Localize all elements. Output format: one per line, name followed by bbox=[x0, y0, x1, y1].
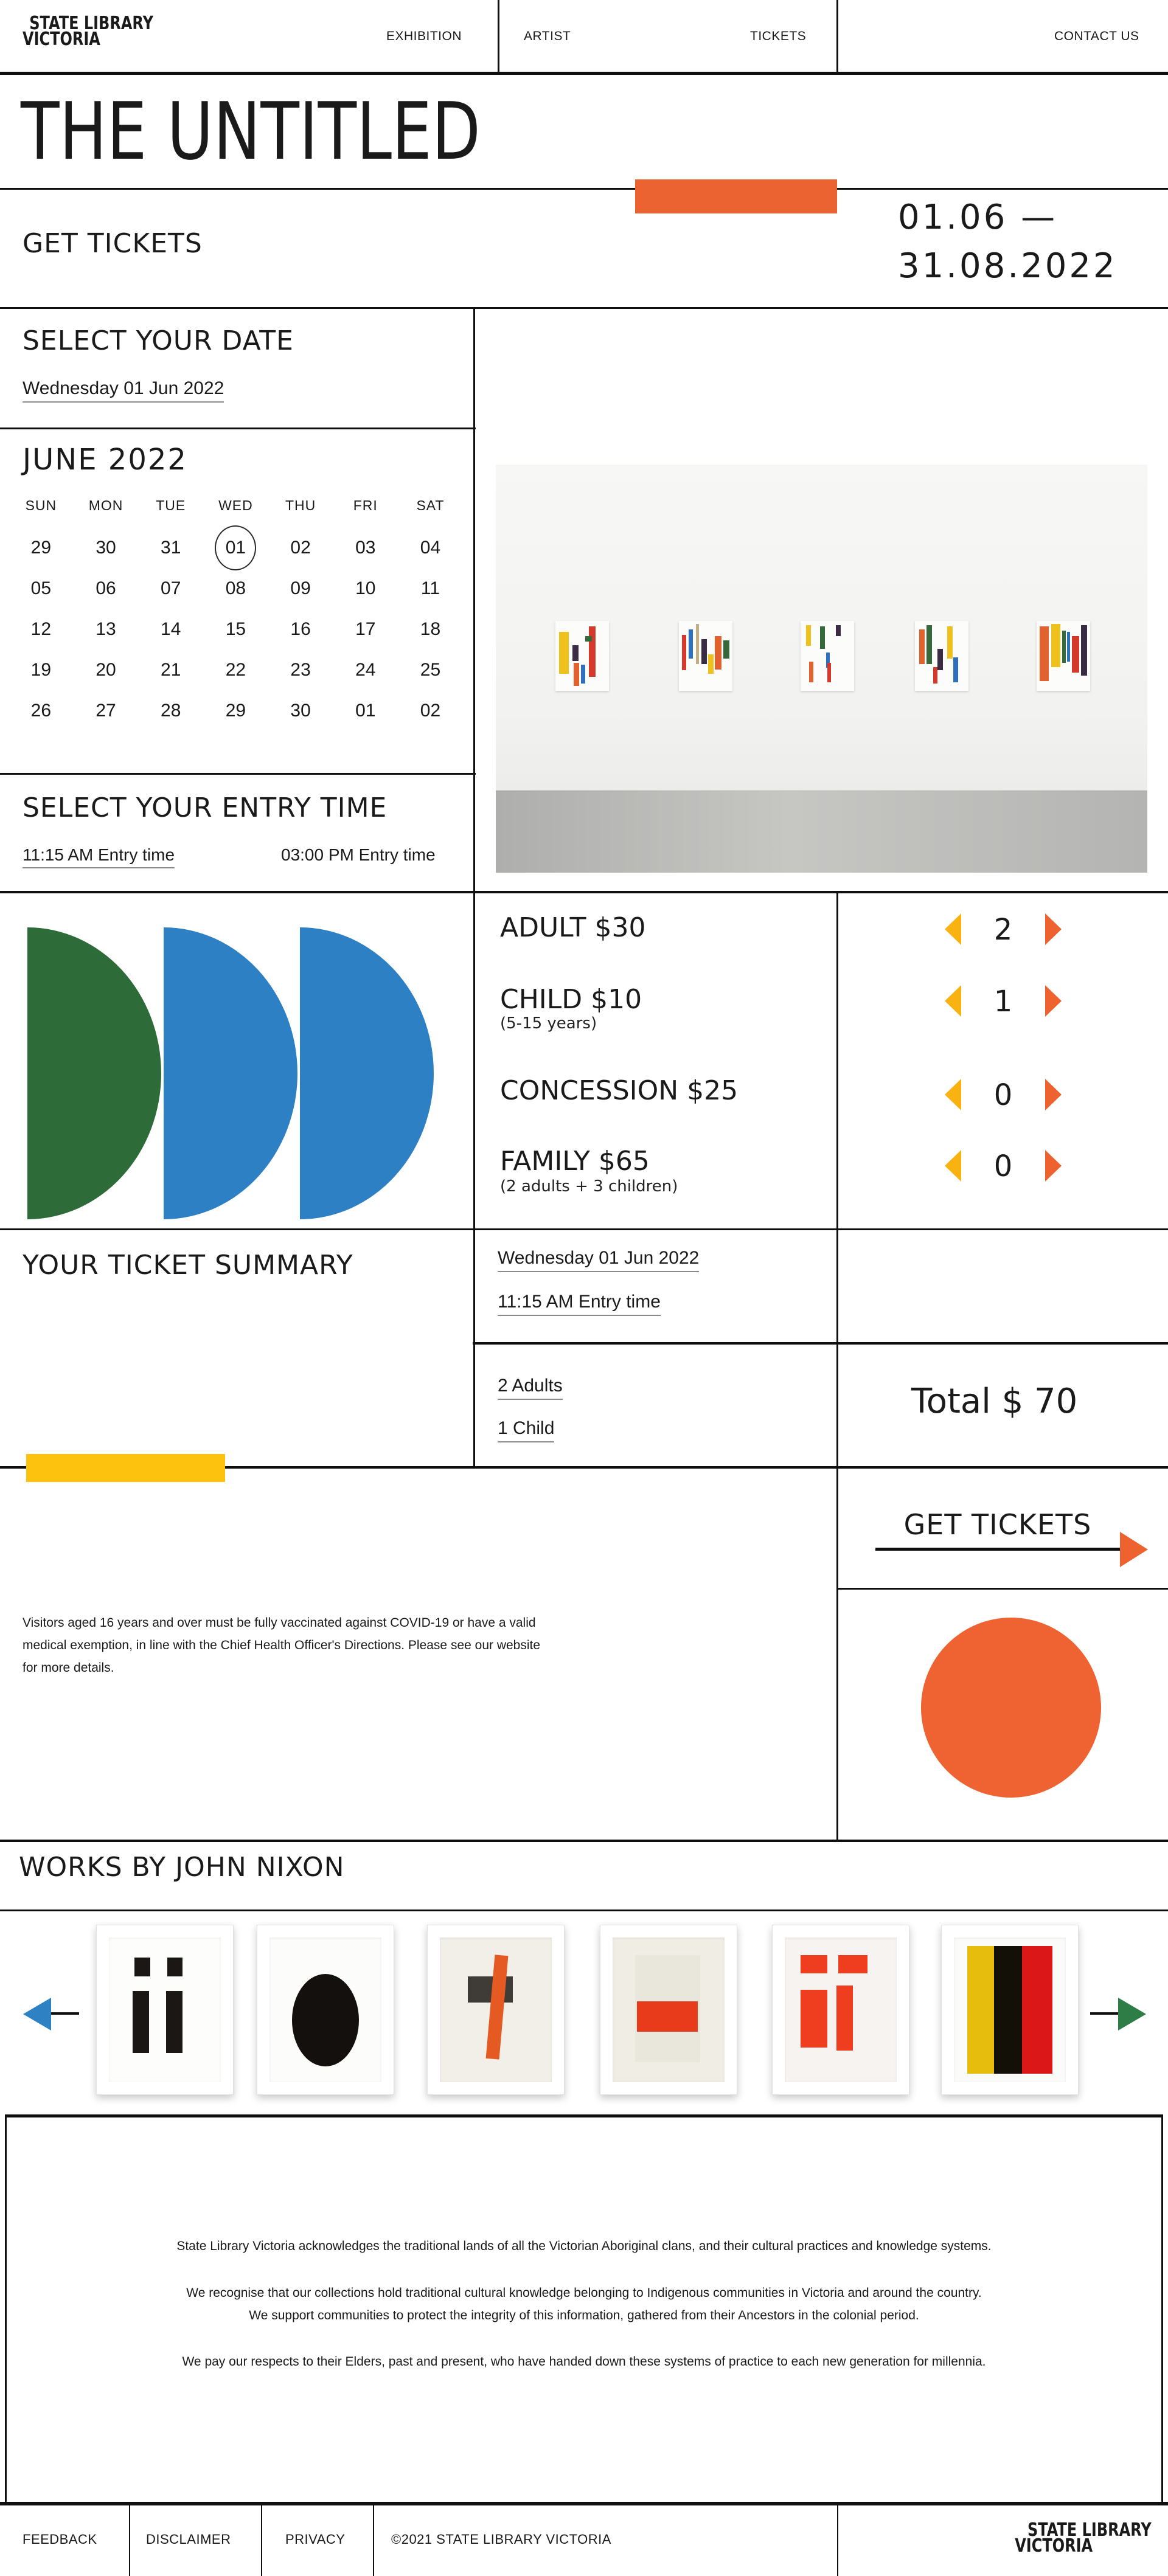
footer-feedback-link[interactable]: FEEDBACK bbox=[23, 2532, 97, 2547]
increment-family-button[interactable] bbox=[1045, 1150, 1062, 1182]
artwork-bar bbox=[1081, 625, 1087, 676]
footer-disclaimer-link[interactable]: DISCLAIMER bbox=[146, 2532, 231, 2547]
artwork-bar bbox=[806, 625, 811, 646]
artwork-bar bbox=[1051, 624, 1060, 667]
footer-logo bbox=[1013, 2519, 1152, 2557]
gallery-panel bbox=[801, 621, 854, 691]
footer-divider bbox=[0, 2502, 1168, 2505]
nav-tickets[interactable]: TICKETS bbox=[750, 29, 807, 43]
artwork-bar bbox=[485, 1955, 508, 2060]
calendar-day[interactable]: 18 bbox=[420, 618, 441, 639]
stepper-family bbox=[945, 1149, 1062, 1182]
divider bbox=[0, 307, 1168, 309]
calendar-day[interactable]: 17 bbox=[355, 618, 376, 639]
yellow-accent-bar bbox=[26, 1454, 225, 1482]
carousel-prev-line bbox=[51, 2012, 79, 2015]
artwork-bar bbox=[1040, 626, 1049, 681]
artwork-bar bbox=[801, 1955, 827, 1974]
artwork-bar bbox=[937, 649, 943, 670]
artwork-canvas bbox=[109, 1937, 221, 2082]
artwork-bar bbox=[1062, 631, 1065, 663]
artwork-bar bbox=[1067, 632, 1070, 661]
artwork-bar bbox=[682, 635, 686, 670]
calendar-day[interactable]: 06 bbox=[96, 578, 116, 598]
calendar-day[interactable]: 01 bbox=[203, 527, 268, 568]
date-range-line1: 01.06 — bbox=[898, 198, 1058, 237]
acknowledgement-line-3: We support communities to protect the integrity of this information, gathered from their Ancestors in the colonial period. bbox=[249, 2308, 919, 2322]
divider bbox=[0, 1228, 1168, 1230]
artwork-thumbnail-3[interactable] bbox=[427, 1925, 565, 2095]
calendar-weekday: MON bbox=[88, 497, 123, 513]
orange-accent-bar bbox=[635, 179, 837, 213]
artwork-bar bbox=[689, 629, 693, 659]
calendar-day[interactable]: 10 bbox=[355, 578, 376, 598]
increment-concession-button[interactable] bbox=[1045, 1079, 1062, 1110]
artwork-bar bbox=[696, 624, 698, 665]
exhibition-dates bbox=[898, 193, 1118, 291]
carousel-prev-arrow-icon[interactable] bbox=[23, 1998, 51, 2031]
calendar-day[interactable]: 19 bbox=[30, 659, 52, 680]
calendar-day[interactable]: 15 bbox=[225, 618, 246, 639]
artwork-bar bbox=[134, 1958, 150, 1976]
calendar-day[interactable]: 29 bbox=[225, 700, 246, 721]
acknowledgement-box-top bbox=[5, 2114, 1163, 2117]
divider bbox=[473, 1342, 1168, 1345]
gallery-panel bbox=[679, 621, 732, 691]
selected-date-link[interactable]: Wednesday 01 Jun 2022 bbox=[23, 378, 224, 399]
stepper-adult bbox=[945, 913, 1062, 946]
artwork-bar bbox=[838, 1955, 867, 1974]
calendar-weekday: TUE bbox=[156, 497, 186, 513]
calendar-weekday: SAT bbox=[416, 497, 445, 513]
acknowledgement-box-right bbox=[1161, 2114, 1163, 2502]
artwork-bar bbox=[581, 665, 585, 684]
ticket-label-adult: ADULT $30 bbox=[500, 912, 646, 943]
artwork-ellipse bbox=[292, 1974, 359, 2066]
acknowledgement-line-2: We recognise that our collections hold traditional cultural knowledge belonging to Indigenous communities in Victoria and around the country. bbox=[186, 2286, 982, 2300]
decrement-family-button[interactable] bbox=[945, 1150, 961, 1182]
arrow-right-icon[interactable] bbox=[1120, 1532, 1148, 1567]
calendar-day[interactable]: 27 bbox=[96, 700, 116, 721]
calendar-day[interactable]: 05 bbox=[30, 578, 52, 598]
artwork-bar bbox=[933, 667, 937, 684]
artwork-bar bbox=[637, 2001, 697, 2032]
calendar-day[interactable]: 02 bbox=[290, 537, 311, 558]
decrement-concession-button[interactable] bbox=[945, 1079, 961, 1110]
calendar-day[interactable]: 16 bbox=[290, 618, 311, 639]
header-divider bbox=[0, 72, 1168, 75]
decrement-adult-button[interactable] bbox=[945, 913, 961, 945]
divider bbox=[837, 1588, 1168, 1590]
ticket-sub-family: (2 adults + 3 children) bbox=[500, 1177, 678, 1196]
artwork-canvas bbox=[613, 1937, 725, 2082]
site-logo[interactable] bbox=[23, 13, 153, 50]
artwork-bar bbox=[559, 632, 569, 674]
divider bbox=[261, 2505, 262, 2576]
calendar-day[interactable]: 30 bbox=[290, 700, 311, 721]
artwork-bar bbox=[574, 663, 579, 686]
gallery-panel bbox=[555, 621, 609, 691]
divider bbox=[473, 307, 475, 1466]
entry-time-heading: SELECT YOUR ENTRY TIME bbox=[23, 792, 388, 823]
artwork-thumbnail-5[interactable] bbox=[772, 1925, 909, 2095]
ticket-label-family: FAMILY $65 bbox=[500, 1146, 650, 1177]
stepper-child bbox=[945, 985, 1062, 1017]
artwork-thumbnail-4[interactable] bbox=[600, 1925, 737, 2095]
acknowledgement-line-1: State Library Victoria acknowledges the traditional lands of all the Victorian Aboriginal clans, and their cultural practices and knowledge systems. bbox=[176, 2239, 992, 2253]
calendar-day[interactable]: 23 bbox=[290, 659, 311, 680]
acknowledgement-box-left bbox=[5, 2114, 7, 2502]
entry-time-option-1[interactable]: 11:15 AM Entry time bbox=[23, 845, 175, 865]
artwork-bar bbox=[836, 1986, 853, 2051]
works-heading: WORKS BY JOHN NIXON bbox=[19, 1852, 345, 1883]
logo-line2: VICTORIA bbox=[23, 29, 100, 50]
get-tickets-heading: GET TICKETS bbox=[23, 228, 203, 259]
artwork-bar bbox=[166, 1991, 183, 2053]
calendar-day[interactable]: 12 bbox=[30, 618, 52, 639]
select-date-heading: SELECT YOUR DATE bbox=[23, 325, 294, 356]
calendar-day[interactable]: 24 bbox=[355, 659, 376, 680]
artwork-bar bbox=[809, 662, 813, 683]
divider bbox=[0, 1840, 1168, 1842]
artwork-bar bbox=[133, 1991, 150, 2053]
artwork-thumbnail-6[interactable] bbox=[941, 1925, 1079, 2095]
calendar-weekday: FRI bbox=[353, 497, 378, 513]
calendar-day[interactable]: 20 bbox=[96, 659, 116, 680]
summary-child-line[interactable]: 1 Child bbox=[498, 1418, 554, 1439]
ticket-sub-child: (5-15 years) bbox=[500, 1014, 597, 1033]
artwork-bar bbox=[947, 626, 953, 659]
artwork-bar bbox=[994, 1946, 1022, 2073]
calendar-day[interactable]: 26 bbox=[30, 700, 52, 721]
divider bbox=[0, 1909, 1168, 1911]
entry-time-option-2[interactable]: 03:00 PM Entry time bbox=[281, 845, 436, 864]
artwork-thumbnail-1[interactable] bbox=[96, 1925, 234, 2095]
artwork-bar bbox=[953, 657, 958, 682]
nav-exhibition[interactable]: EXHIBITION bbox=[386, 29, 462, 43]
calendar-day[interactable]: 13 bbox=[96, 618, 116, 639]
artwork-bar bbox=[827, 663, 831, 682]
date-range-line2: 31.08.2022 bbox=[898, 246, 1118, 286]
calendar-weekday: WED bbox=[218, 497, 253, 513]
artwork-bar bbox=[836, 625, 841, 636]
calendar-day[interactable]: 31 bbox=[161, 537, 181, 558]
covid-note: Visitors aged 16 years and over must be fully vaccinated against COVID-19 or have a valid medical exemption, in line with the Chief Health Officer's Directions. Please see our website for more details. bbox=[23, 1616, 541, 1675]
artwork-bar bbox=[585, 636, 592, 642]
blue-halfcircle-shape bbox=[300, 927, 434, 1219]
calendar-day[interactable]: 21 bbox=[161, 659, 181, 680]
artwork-bar bbox=[801, 1990, 827, 2048]
gallery-photo bbox=[496, 465, 1147, 873]
artwork-thumbnail-2[interactable] bbox=[257, 1925, 394, 2095]
artwork-canvas bbox=[785, 1937, 897, 2082]
carousel-next-arrow-icon[interactable] bbox=[1118, 1998, 1146, 2031]
ticket-label-concession: CONCESSION $25 bbox=[500, 1075, 739, 1106]
calendar-day[interactable]: 08 bbox=[225, 578, 246, 598]
artwork-bar bbox=[701, 639, 707, 664]
decrement-child-button[interactable] bbox=[945, 985, 961, 1017]
footer-privacy-link[interactable]: PRIVACY bbox=[285, 2532, 346, 2547]
artwork-bar bbox=[723, 640, 729, 659]
calendar-day[interactable]: 28 bbox=[161, 700, 181, 721]
gallery-panel bbox=[1037, 621, 1090, 691]
calendar-day[interactable]: 01 bbox=[355, 700, 376, 721]
summary-date[interactable]: Wednesday 01 Jun 2022 bbox=[498, 1248, 699, 1269]
divider bbox=[837, 2505, 838, 2576]
green-halfcircle-shape bbox=[27, 927, 161, 1219]
footer-copyright: ©2021 STATE LIBRARY VICTORIA bbox=[391, 2532, 611, 2547]
calendar-weekday: SUN bbox=[25, 497, 57, 513]
divider bbox=[836, 0, 838, 72]
artwork-bar bbox=[572, 645, 579, 660]
logo-line1: STATE LIBRARY bbox=[29, 13, 153, 34]
footer-logo-line1: STATE LIBRARY bbox=[1027, 2519, 1152, 2541]
gallery-panel bbox=[915, 621, 968, 691]
acknowledgement-line-4: We pay our respects to their Elders, past and present, who have handed down these systems of practice to each new generation for millennia. bbox=[182, 2355, 986, 2369]
divider bbox=[498, 0, 499, 72]
calendar-day[interactable]: 07 bbox=[161, 578, 181, 598]
calendar-day[interactable]: 02 bbox=[420, 700, 441, 721]
calendar-day[interactable]: 14 bbox=[161, 618, 181, 639]
increment-adult-button[interactable] bbox=[1045, 913, 1062, 945]
blue-halfcircle-shape bbox=[164, 927, 297, 1219]
get-tickets-button[interactable]: GET TICKETS bbox=[903, 1508, 1092, 1541]
ticket-label-child: CHILD $10 bbox=[500, 984, 642, 1015]
concession-quantity: 0 bbox=[993, 1078, 1013, 1112]
divider bbox=[129, 2505, 130, 2576]
summary-adults-line[interactable]: 2 Adults bbox=[498, 1376, 563, 1396]
page-title: THE UNTITLED bbox=[21, 85, 481, 178]
calendar-day[interactable]: 25 bbox=[420, 659, 441, 680]
calendar-month: JUNE 2022 bbox=[23, 443, 187, 477]
calendar-day[interactable]: 30 bbox=[96, 537, 116, 558]
calendar-day[interactable]: 03 bbox=[355, 537, 376, 558]
artwork-bar bbox=[715, 636, 721, 670]
total-amount: Total $ 70 bbox=[911, 1382, 1078, 1421]
adult-quantity: 2 bbox=[993, 913, 1013, 947]
nav-contact-us[interactable]: CONTACT US bbox=[1054, 29, 1139, 43]
child-quantity: 1 bbox=[993, 985, 1013, 1019]
divider bbox=[836, 891, 838, 1840]
carousel-next-line bbox=[1090, 2012, 1118, 2015]
calendar-day[interactable]: 22 bbox=[225, 659, 246, 680]
divider bbox=[0, 428, 476, 429]
calendar-weekday: THU bbox=[285, 497, 316, 513]
artwork-bar bbox=[1022, 1946, 1052, 2073]
summary-heading: YOUR TICKET SUMMARY bbox=[23, 1250, 353, 1281]
calendar-grid bbox=[9, 486, 463, 731]
divider bbox=[373, 2505, 374, 2576]
artwork-bar bbox=[967, 1946, 994, 2073]
divider bbox=[0, 773, 476, 775]
artwork-bar bbox=[589, 626, 596, 677]
artwork-bar bbox=[919, 629, 925, 665]
footer-logo-line2: VICTORIA bbox=[1015, 2535, 1093, 2557]
artwork-bar bbox=[708, 654, 714, 674]
artwork-bar bbox=[1072, 636, 1079, 673]
divider bbox=[0, 188, 1168, 190]
calendar-day[interactable]: 04 bbox=[420, 537, 441, 558]
calendar-day[interactable]: 09 bbox=[290, 578, 311, 598]
artwork-bar bbox=[167, 1958, 183, 1976]
artwork-canvas bbox=[954, 1937, 1066, 2082]
summary-time[interactable]: 11:15 AM Entry time bbox=[498, 1292, 661, 1312]
gallery-floor bbox=[496, 790, 1147, 873]
family-quantity: 0 bbox=[993, 1149, 1013, 1183]
get-tickets-underline bbox=[875, 1548, 1120, 1551]
artwork-canvas bbox=[269, 1937, 381, 2082]
artwork-bar bbox=[820, 626, 825, 649]
calendar-day[interactable]: 11 bbox=[420, 578, 440, 598]
artwork-canvas bbox=[440, 1937, 552, 2082]
orange-circle-shape bbox=[921, 1618, 1101, 1798]
increment-child-button[interactable] bbox=[1045, 985, 1062, 1017]
calendar-day[interactable]: 29 bbox=[30, 537, 52, 558]
stepper-concession bbox=[945, 1078, 1062, 1111]
artwork-bar bbox=[926, 625, 932, 664]
nav-artist[interactable]: ARTIST bbox=[524, 29, 571, 43]
divider bbox=[0, 891, 1168, 893]
selected-day-ring bbox=[215, 525, 256, 570]
